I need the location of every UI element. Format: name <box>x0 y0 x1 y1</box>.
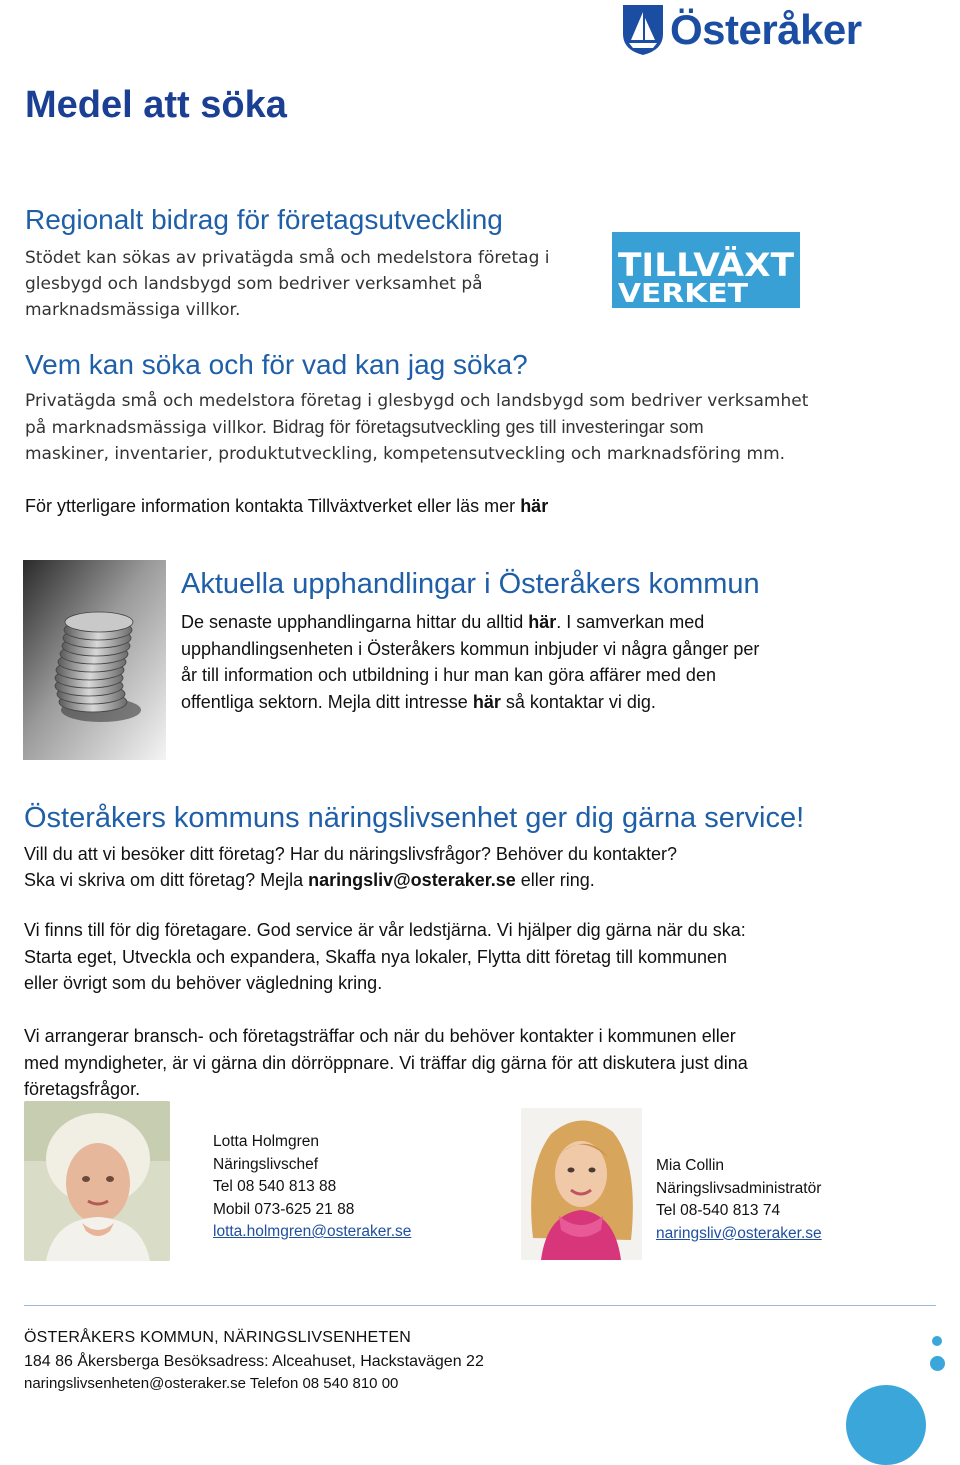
more-info-line <box>25 493 548 520</box>
procurement-link-1[interactable]: här <box>528 612 557 632</box>
decorative-dot-small <box>932 1336 942 1346</box>
service-p2-line-1: Vi arrangerar bransch- och företagsträffar och när du behöver kontakter i kommunen eller <box>24 1026 736 1046</box>
service-email-link[interactable]: naringsliv@osteraker.se <box>308 870 516 890</box>
who-line-2 <box>25 414 935 441</box>
who-line-1: Privatägda små och medelstora företag i glesbygd och landsbygd som bedriver verksamhet <box>25 391 809 411</box>
contact-title: Näringslivsadministratör <box>656 1179 822 1197</box>
decorative-dot-medium <box>930 1356 945 1371</box>
service-questions <box>24 841 934 893</box>
procurement-link-2[interactable]: här <box>472 691 501 712</box>
procurement-line-3: år till information och utbildning i hur man kan göra affärer med den <box>181 665 716 685</box>
footer-contact: naringslivsenheten@osteraker.se Telefon 08 540 810 00 <box>24 1375 399 1392</box>
contact-title: Näringslivschef <box>213 1155 319 1173</box>
service-p2-line-3: företagsfrågor. <box>24 1079 141 1099</box>
mia-collin-photo <box>521 1108 642 1260</box>
who-description <box>25 388 935 467</box>
logo-wordmark: Österåker <box>670 6 862 53</box>
tillvaxtverket-logo-graphic <box>612 232 800 308</box>
procurement-line-1-rest: . I samverkan med <box>556 612 705 632</box>
procurement-line-1-text: De senaste upphandlingarna hittar du alltid <box>181 612 529 632</box>
contact-mobile: Mobil 073-625 21 88 <box>213 1200 355 1218</box>
who-line-3: maskiner, inventarier, produktutveckling, kompetensutveckling och marknadsföring mm. <box>25 444 786 464</box>
contact-email-link[interactable]: naringsliv@osteraker.se <box>656 1224 822 1242</box>
regional-description <box>25 245 585 323</box>
regional-line-2: glesbygd och landsbygd som bedriver verksamhet på <box>25 274 483 294</box>
procurement-line-4-rest: så kontaktar vi dig. <box>500 691 656 712</box>
contact-phone: Tel 08-540 813 74 <box>656 1202 781 1219</box>
procurement-heading: Aktuella upphandlingar i Österåkers kommun <box>181 568 760 600</box>
procurement-line-4 <box>181 689 941 716</box>
service-paragraph-1 <box>24 917 944 997</box>
service-p1-line-3: eller övrigt som du behöver vägledning kring. <box>24 973 383 993</box>
osteraker-shield-icon <box>622 4 664 56</box>
footer-org: ÖSTERÅKERS KOMMUN, NÄRINGSLIVSENHETEN <box>24 1329 412 1346</box>
who-line-2b: Bidrag för företagsutveckling ges till investeringar som <box>272 417 704 437</box>
service-question-line-2a: Ska vi skriva om ditt företag? Mejla <box>24 870 309 890</box>
procurement-description <box>181 609 941 715</box>
footer-divider <box>24 1305 936 1306</box>
who-line-2a: på marknadsmässiga villkor. <box>25 418 273 438</box>
tillvaxt-logo-line-1: TILLVÄXT <box>618 246 795 284</box>
tillvaxt-logo-line-2: VERKET <box>618 279 749 308</box>
contact-card-mia <box>656 1155 822 1245</box>
service-question-line-2b: eller ring. <box>515 870 595 890</box>
service-p1-line-1: Vi finns till för dig företagare. God service är vår ledstjärna. Vi hjälper dig gärna när du ska: <box>24 920 746 940</box>
procurement-line-4-text: offentliga sektorn. Mejla ditt intresse <box>181 691 473 712</box>
more-info-link[interactable]: här <box>520 496 549 516</box>
contact-name: Lotta Holmgren <box>213 1133 319 1150</box>
service-p1-line-2: Starta eget, Utveckla och expandera, Skaffa nya lokaler, Flytta ditt företag till kommunen <box>24 946 728 967</box>
osteraker-logo <box>622 4 862 56</box>
regional-line-1: Stödet kan sökas av privatägda små och medelstora företag i <box>25 248 550 268</box>
decorative-dot-large <box>846 1385 926 1465</box>
footer-address: 184 86 Åkersberga Besöksadress: Alceahuset, Hackstavägen 22 <box>24 1353 484 1370</box>
contact-card-lotta <box>213 1131 411 1244</box>
service-question-line-1: Vill du att vi besöker ditt företag? Har du näringslivsfrågor? Behöver du kontakter? <box>24 844 678 864</box>
service-heading: Österåkers kommuns näringslivsenhet ger dig gärna service! <box>24 802 805 834</box>
more-info-text: För ytterligare information kontakta Tillväxtverket eller läs mer <box>25 496 521 516</box>
tillvaxtverket-logo <box>612 232 800 308</box>
lotta-holmgren-photo <box>24 1101 170 1261</box>
who-heading: Vem kan söka och för vad kan jag söka? <box>25 349 528 380</box>
page-title: Medel att söka <box>25 84 287 126</box>
regional-heading: Regionalt bidrag för företagsutveckling <box>25 204 503 235</box>
coins-image <box>23 560 166 760</box>
procurement-line-1 <box>181 609 941 636</box>
contact-email-link[interactable]: lotta.holmgren@osteraker.se <box>213 1223 412 1240</box>
service-paragraph-2 <box>24 1023 944 1103</box>
contact-phone: Tel 08 540 813 88 <box>213 1178 337 1195</box>
regional-line-3: marknadsmässiga villkor. <box>25 300 241 320</box>
service-question-line-2 <box>24 867 934 893</box>
contact-name: Mia Collin <box>656 1157 725 1174</box>
procurement-line-2: upphandlingsenheten i Österåkers kommun inbjuder vi några gånger per <box>181 638 760 659</box>
service-p2-line-2: med myndigheter, är vi gärna din dörröppnare. Vi träffar dig gärna för att diskutera just dina <box>24 1052 748 1073</box>
